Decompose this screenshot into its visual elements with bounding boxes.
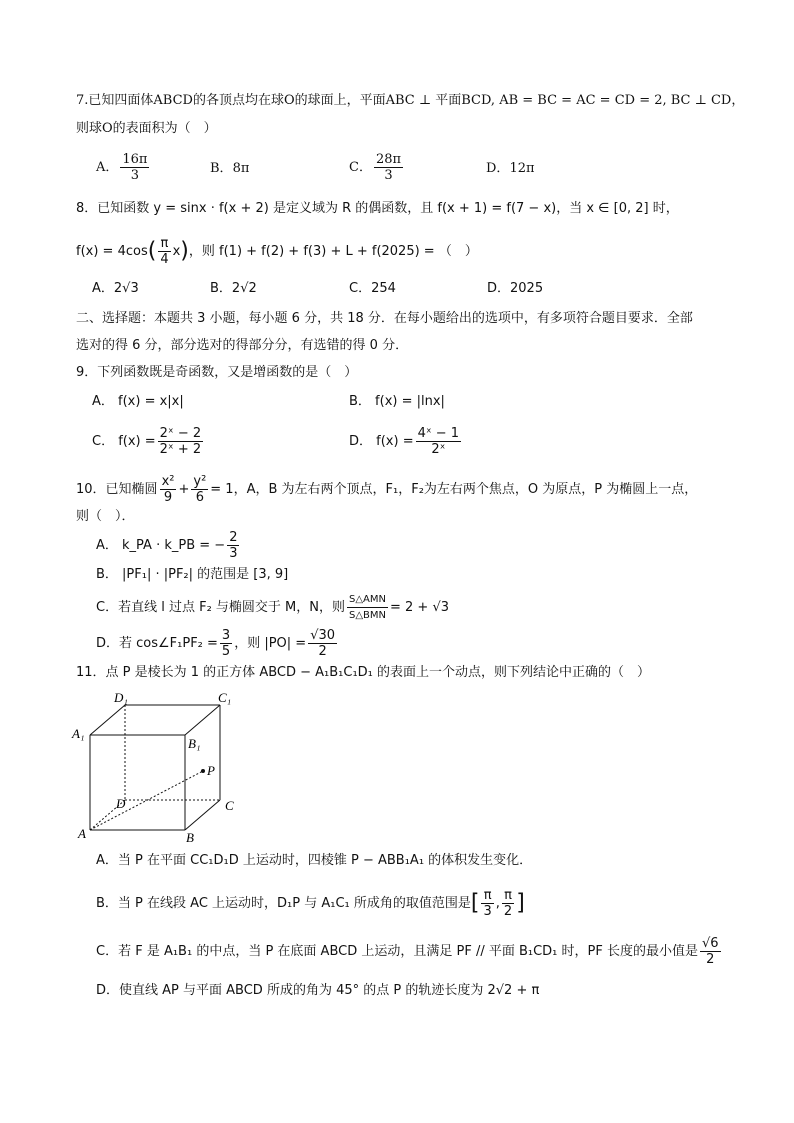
q7-stem-line1 [76, 92, 744, 110]
label-p: P [207, 763, 215, 778]
q8-stem-line1 [76, 200, 679, 218]
q8-option-b[interactable]: B．2√2 [210, 281, 257, 296]
q8-fraction [158, 236, 170, 267]
section2-line1: 二、选择题：本题共 3 小题，每小题 6 分，共 18 分．在每小题给出的选项中，有多项符合题目要求．全部 [76, 311, 693, 326]
q10-option-a[interactable] [96, 530, 241, 561]
q8-number: 8． [76, 201, 98, 216]
label-c: C [225, 798, 234, 813]
q7-stem-line2: 则球O的表面积为（ ） [76, 121, 217, 136]
q11-text: 点 P 是棱长为 1 的正方体 ABCD − A₁B₁C₁D₁ 的表面上一个动点，则下列结论中正确的（ ） [105, 665, 651, 680]
q7-text-1: 已知四面体ABCD的各顶点均在球O的球面上，平面ABC ⊥ 平面BCD, AB = BC = AC = CD = 2, BC ⊥ CD， [88, 93, 745, 108]
q9-number: 9． [76, 365, 98, 380]
q7-c-den: 3 [384, 168, 393, 183]
q11-b-d1: 3 [483, 904, 492, 919]
q10-ellipse-frac-y [191, 474, 208, 505]
q11-stem [76, 664, 650, 682]
q8-stem-line2 [76, 236, 478, 267]
q10-option-b[interactable]: B． |PF₁| · |PF₂| 的范围是 [3, 9] [96, 567, 289, 582]
q7-number: 7. [76, 93, 89, 108]
label-a1: A₁ [72, 726, 85, 741]
q10-c-den: S△BMN [348, 610, 386, 621]
q11-option-b-text: B．当 P 在线段 AC 上运动时，D₁P 与 A₁C₁ 所成角的取值范围是 [96, 896, 471, 911]
q11-c-den: 2 [706, 952, 715, 967]
q10-a-num: 2 [229, 530, 238, 545]
q11-left-bracket: [ [470, 890, 480, 916]
label-d: D [116, 796, 126, 811]
q10-option-d-text: D．若 cos∠F₁PF₂ = [96, 636, 218, 651]
q9-option-d[interactable] [349, 426, 463, 457]
q8-fx-def: f(x) = 4cos [76, 244, 148, 259]
q10-9: 9 [163, 490, 173, 505]
q9-stem [76, 364, 357, 382]
q10-d-num: 3 [221, 628, 231, 643]
q10-option-d-fraction-2 [308, 628, 337, 659]
q11-b-d2: 2 [503, 904, 513, 919]
label-d1: D₁ [114, 690, 128, 705]
q8-x: x [172, 244, 181, 259]
q7-option-a[interactable] [96, 152, 151, 183]
q10-stem-line1 [76, 474, 697, 505]
q10-option-a-fraction [227, 530, 239, 561]
cube-diagram [70, 688, 250, 848]
q9-option-b[interactable]: B． f(x) = |lnx| [349, 394, 445, 409]
q10-option-c-fraction [347, 592, 388, 623]
q7-c-num: 28π [375, 152, 402, 167]
q11-option-a[interactable]: A．当 P 在平面 CC₁D₁D 上运动时，四棱锥 P − ABB₁A₁ 的体积发生变化． [96, 853, 533, 868]
q7-a-den: 3 [130, 168, 140, 183]
q8-right-paren: ) [180, 238, 189, 264]
q9-text: 下列函数既是奇函数，又是增函数的是（ ） [97, 365, 358, 380]
q11-b-n1: π [481, 888, 493, 904]
q10-text-a: 已知椭圆 [105, 482, 158, 497]
q10-option-d-fraction [220, 628, 232, 659]
q9-c-den: 2ˣ + 2 [159, 442, 202, 457]
q10-option-d-text-2: ，则 |PO| = [234, 636, 307, 651]
q9-option-c-fraction [158, 426, 203, 457]
q11-number: 11． [76, 665, 106, 680]
q7-option-b-label: B． [210, 161, 233, 176]
q10-number: 10． [76, 482, 106, 497]
point-p [201, 769, 205, 773]
section2-line2: 选对的得 6 分，部分选对的得部分分，有选错的得 0 分． [76, 338, 409, 353]
q11-c-num: √6 [701, 936, 719, 951]
q9-option-d-label: D． f(x) = [349, 434, 414, 449]
q10-ellipse-frac-x [160, 474, 177, 505]
q9-c-num: 2ˣ − 2 [159, 426, 202, 441]
q11-b-frac-2 [502, 888, 514, 919]
q10-d-den: 5 [221, 644, 231, 659]
q10-c-num: S△AMN [347, 592, 388, 608]
q11-c-fraction [700, 936, 721, 967]
q8-text-1: 已知函数 y = sinx · f(x + 2) 是定义域为 R 的偶函数，且 f(x + 1) = f(7 − x)，当 x ∈ [0, 2] 时， [97, 201, 679, 216]
q10-option-d[interactable] [96, 628, 339, 659]
q9-option-a[interactable]: A． f(x) = x|x| [92, 394, 184, 409]
q7-option-b-text: 8π [232, 161, 250, 176]
q11-option-c[interactable] [96, 936, 723, 967]
label-b1: B₁ [188, 736, 201, 751]
q9-d-num: 4ˣ − 1 [417, 426, 460, 441]
q10-option-c[interactable] [96, 592, 449, 623]
q7-option-c[interactable] [349, 152, 405, 183]
q11-option-b[interactable]: B．当 P 在线段 AC 上运动时，D₁P 与 A₁C₁ 所成角的取值范围是[ $\frac{\pi}{3}$ , $\frac{\pi}{2}$ ] [96, 888, 525, 919]
q10-d-num2: √30 [310, 628, 336, 643]
edge-c-b [185, 800, 220, 830]
q10-plus: + [178, 482, 190, 497]
q7-option-d[interactable] [486, 160, 535, 178]
q7-option-d-text: 12π [509, 161, 535, 176]
label-b: B [186, 830, 194, 845]
q9-option-d-fraction [416, 426, 461, 457]
q11-b-frac-1 [481, 888, 493, 919]
q7-option-d-label: D． [486, 161, 510, 176]
q7-a-num: 16π [122, 152, 148, 167]
q9-d-den: 2ˣ [431, 442, 446, 457]
q10-y2: y² [193, 474, 207, 489]
q11-right-bracket: ] [516, 890, 525, 916]
q7-option-c-label: C． [349, 160, 372, 175]
q9-option-c[interactable] [92, 426, 205, 457]
q8-text-2: ，则 f(1) + f(2) + f(3) + L + f(2025) = （ ） [188, 244, 478, 259]
q10-text-b: = 1，A，B 为左右两个顶点，F₁，F₂为左右两个焦点，O 为原点，P 为椭圆上一点， [210, 482, 698, 497]
q8-option-c[interactable]: C．254 [349, 281, 396, 296]
edge-a1-d1 [90, 705, 125, 735]
q11-b-n2: π [502, 888, 514, 904]
q7-option-a-label: A． [96, 160, 119, 175]
q8-frac-num: π [158, 236, 170, 252]
label-c1: C₁ [218, 690, 232, 705]
q10-6: 6 [195, 490, 204, 505]
q10-option-c-result: = 2 + √3 [390, 600, 450, 615]
label-a: A [78, 826, 86, 841]
q11-option-d[interactable]: D．使直线 AP 与平面 ABCD 所成的角为 45° 的点 P 的轨迹长度为 2√2 + π [96, 983, 540, 998]
q8-option-a[interactable]: A．2√3 [92, 281, 139, 296]
q7-option-c-fraction [374, 152, 403, 183]
q7-option-b[interactable] [210, 160, 249, 178]
q10-option-a-text: A． k_PA · k_PB = − [96, 538, 226, 553]
q10-option-c-text: C．若直线 l 过点 F₂ 与椭圆交于 M，N，则 [96, 600, 345, 615]
q10-a-den: 3 [229, 546, 238, 561]
q10-stem-line2: 则（ ）． [76, 509, 135, 524]
q10-x2: x² [161, 474, 175, 489]
q7-option-a-fraction [120, 152, 149, 183]
q9-option-c-label: C． f(x) = [92, 434, 156, 449]
edge-c1-b1 [185, 705, 220, 735]
q8-option-d[interactable]: D．2025 [487, 281, 544, 296]
q8-left-paren: ( [147, 238, 157, 264]
q10-d-den2: 2 [318, 644, 327, 659]
q11-option-c-text: C．若 F 是 A₁B₁ 的中点，当 P 在底面 ABCD 上运动，且满足 PF // 平面 B₁CD₁ 时，PF 长度的最小值是 [96, 944, 698, 959]
q8-frac-den: 4 [160, 252, 169, 267]
